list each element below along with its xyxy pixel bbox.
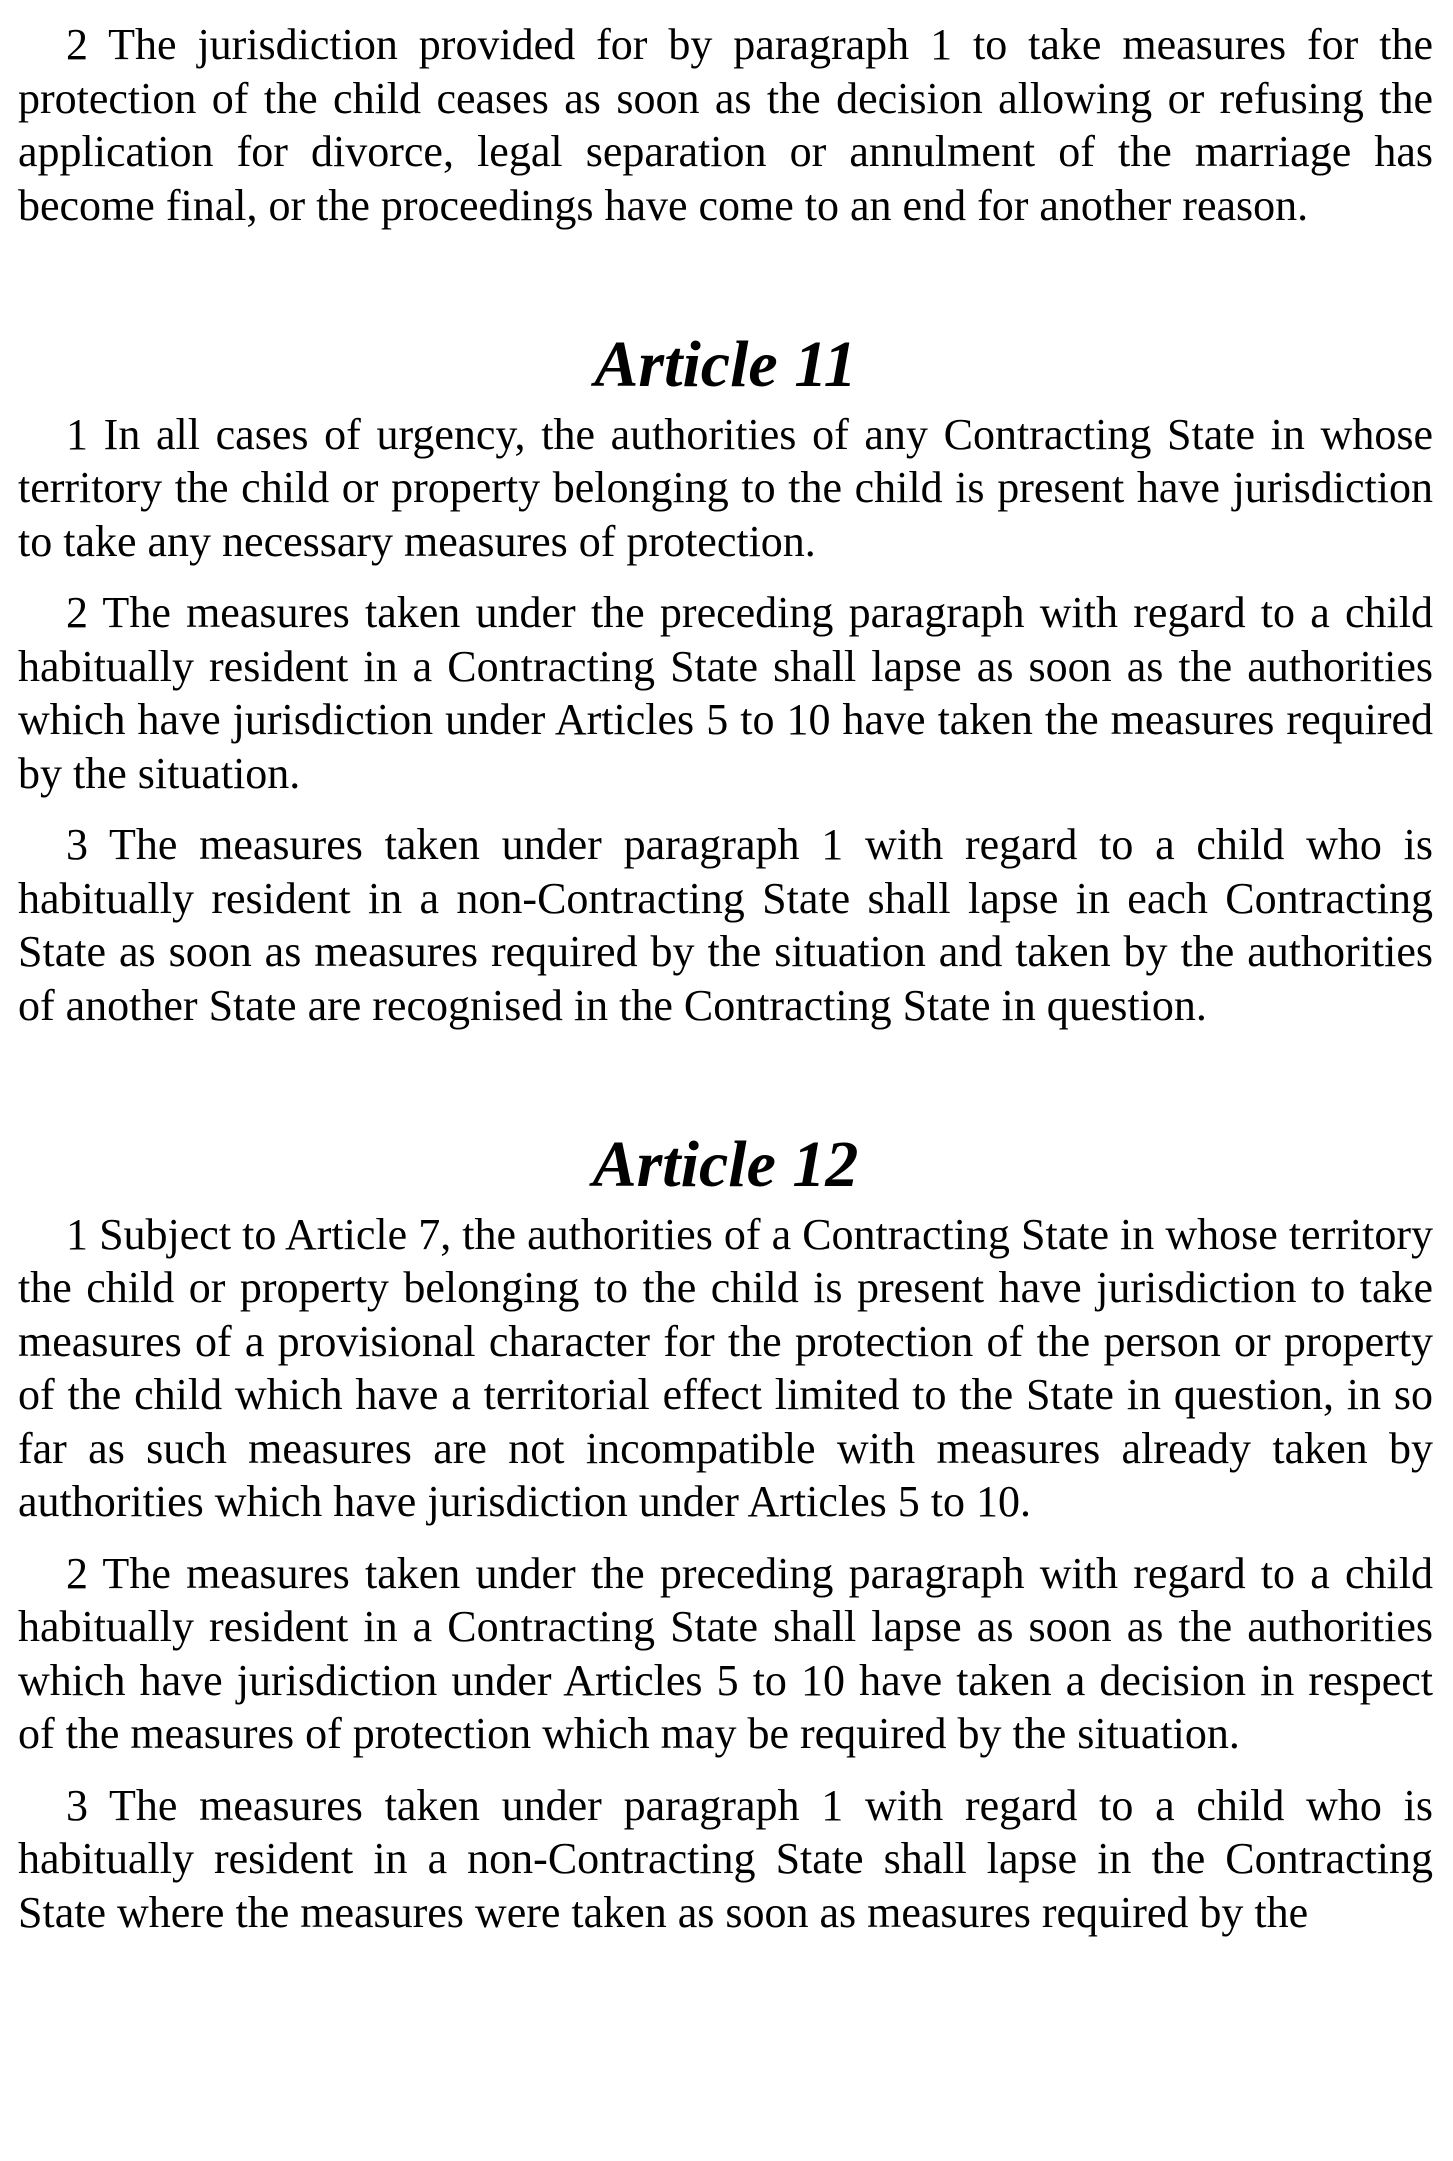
article-11-paragraph-2: 2 The measures taken under the preceding paragraph with regard to a child habitually resident in a Contracting State shall lapse as soon as the authorities which have jurisdiction under Articles 5 to 10 have taken the measures required by the situation. bbox=[18, 588, 1433, 798]
article-12-paragraph-3: 3 The measures taken under paragraph 1 with regard to a child who is habitually resident in a non-Contracting State shall lapse in the Contracting State where the measures were taken as soon as measures required by the bbox=[18, 1780, 1433, 1937]
article-12-paragraph-2: 2 The measures taken under the preceding paragraph with regard to a child habitually resident in a Contracting State shall lapse as soon as the authorities which have jurisdiction under Articles 5 to 10 have taken a decision in respect of the measures of protection which may be required by the situation. bbox=[18, 1548, 1433, 1758]
article-11-heading: Article 11 bbox=[594, 328, 857, 401]
section-spacer bbox=[18, 232, 1433, 338]
article-11-paragraph-1: 1 In all cases of urgency, the authorities of any Contracting State in whose territory the child or property belonging to the child is present have jurisdiction to take any necessary measures of protection. bbox=[18, 409, 1433, 566]
article-11-paragraph-3: 3 The measures taken under paragraph 1 with regard to a child who is habitually resident in a non-Contracting State shall lapse in each Contracting State as soon as measures required by the situation and taken by the authorities of another State are recognised in the Contracting State in question. bbox=[18, 820, 1433, 1030]
article-12-paragraph-1: 1 Subject to Article 7, the authorities of a Contracting State in whose territory the child or property belonging to the child is present have jurisdiction to take measures of a provisional character for the protection of the person or property of the child which have a territorial effect limited to the State in question, in so far as such measures are not incompatible with measures already taken by authorities which have jurisdiction under Articles 5 to 10. bbox=[18, 1209, 1433, 1526]
section-spacer bbox=[18, 1032, 1433, 1138]
article-12-heading: Article 12 bbox=[592, 1128, 859, 1201]
document-page bbox=[18, 18, 1433, 1939]
article-10-paragraph-2: 2 The jurisdiction provided for by paragraph 1 to take measures for the protection of the child ceases as soon as the decision allowing or refusing the application for divorce, legal separation or annulment of the marriage has become final, or the proceedings have come to an end for another reason. bbox=[18, 20, 1433, 230]
